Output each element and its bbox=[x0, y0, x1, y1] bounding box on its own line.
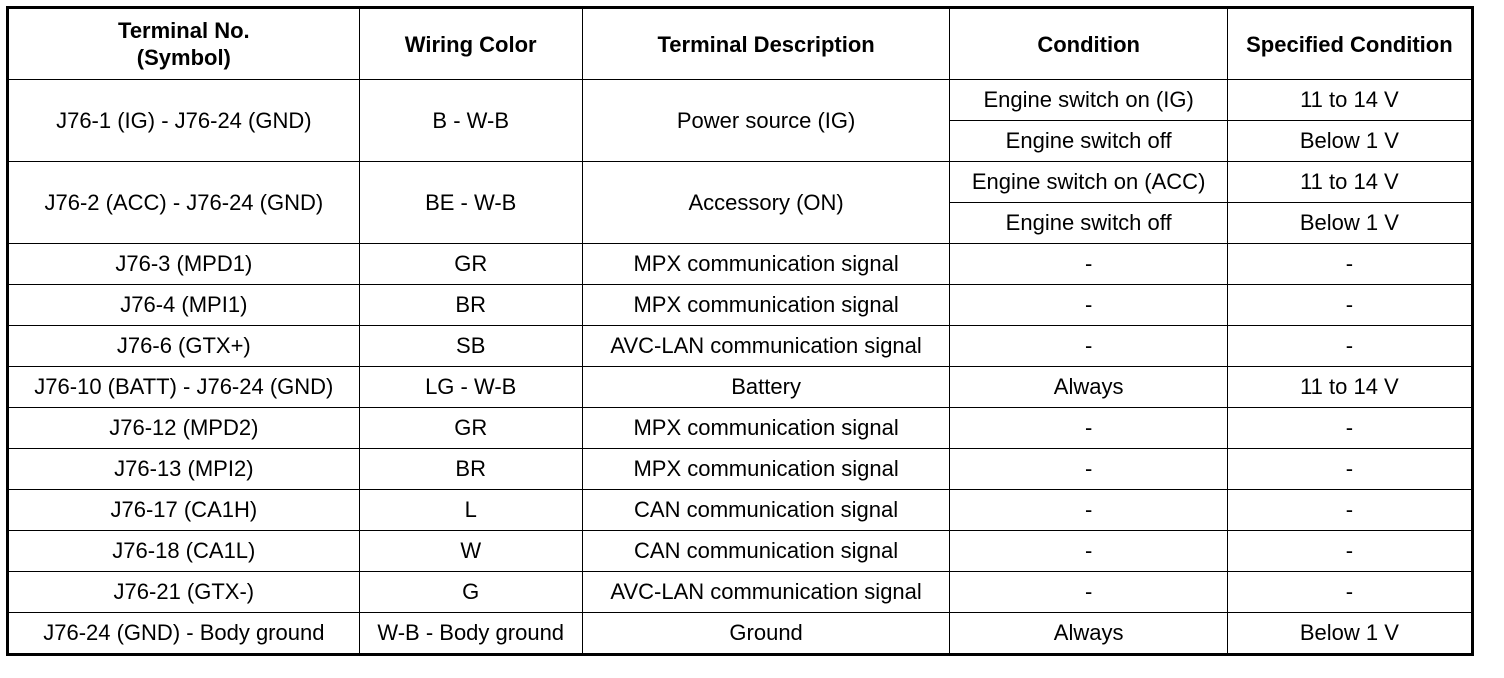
condition-cell: Always bbox=[950, 367, 1227, 408]
table-row bbox=[8, 326, 1473, 367]
wiring-color-cell: GR bbox=[359, 244, 582, 285]
table-row bbox=[8, 162, 1473, 203]
spec-cell: - bbox=[1227, 449, 1472, 490]
spec-cell: - bbox=[1227, 285, 1472, 326]
spec-cell: Below 1 V bbox=[1227, 121, 1472, 162]
table-row bbox=[8, 490, 1473, 531]
terminal-cell: J76-18 (CA1L) bbox=[8, 531, 360, 572]
wiring-color-cell: B - W-B bbox=[359, 80, 582, 162]
terminal-cell: J76-21 (GTX-) bbox=[8, 572, 360, 613]
table-row bbox=[8, 613, 1473, 655]
header-specified-condition: Specified Condition bbox=[1227, 8, 1472, 80]
description-cell: Ground bbox=[582, 613, 950, 655]
table-row bbox=[8, 80, 1473, 121]
spec-cell: 11 to 14 V bbox=[1227, 162, 1472, 203]
header-condition: Condition bbox=[950, 8, 1227, 80]
condition-cell: - bbox=[950, 531, 1227, 572]
spec-cell: 11 to 14 V bbox=[1227, 80, 1472, 121]
wiring-color-cell: BR bbox=[359, 285, 582, 326]
header-terminal-no bbox=[8, 8, 360, 80]
wiring-color-cell: G bbox=[359, 572, 582, 613]
condition-cell: - bbox=[950, 244, 1227, 285]
condition-cell: Engine switch off bbox=[950, 203, 1227, 244]
wiring-color-cell: L bbox=[359, 490, 582, 531]
condition-cell: - bbox=[950, 408, 1227, 449]
spec-cell: 11 to 14 V bbox=[1227, 367, 1472, 408]
condition-cell: - bbox=[950, 572, 1227, 613]
spec-cell: - bbox=[1227, 408, 1472, 449]
terminal-cell: J76-24 (GND) - Body ground bbox=[8, 613, 360, 655]
spec-cell: - bbox=[1227, 490, 1472, 531]
terminal-cell: J76-12 (MPD2) bbox=[8, 408, 360, 449]
description-cell: MPX communication signal bbox=[582, 285, 950, 326]
terminal-cell: J76-1 (IG) - J76-24 (GND) bbox=[8, 80, 360, 162]
spec-cell: Below 1 V bbox=[1227, 203, 1472, 244]
description-cell: AVC-LAN communication signal bbox=[582, 326, 950, 367]
description-cell: MPX communication signal bbox=[582, 244, 950, 285]
header-terminal-line2: (Symbol) bbox=[136, 45, 231, 70]
spec-cell: - bbox=[1227, 572, 1472, 613]
wiring-color-cell: W-B - Body ground bbox=[359, 613, 582, 655]
terminal-cell: J76-4 (MPI1) bbox=[8, 285, 360, 326]
terminal-cell: J76-17 (CA1H) bbox=[8, 490, 360, 531]
header-terminal-line1: Terminal No. bbox=[118, 18, 250, 43]
header-wiring-color: Wiring Color bbox=[359, 8, 582, 80]
condition-cell: Engine switch on (IG) bbox=[950, 80, 1227, 121]
wiring-color-cell: LG - W-B bbox=[359, 367, 582, 408]
description-cell: AVC-LAN communication signal bbox=[582, 572, 950, 613]
wiring-color-cell: GR bbox=[359, 408, 582, 449]
header-terminal-description: Terminal Description bbox=[582, 8, 950, 80]
condition-cell: Always bbox=[950, 613, 1227, 655]
description-cell: MPX communication signal bbox=[582, 408, 950, 449]
terminal-cell: J76-13 (MPI2) bbox=[8, 449, 360, 490]
table-row bbox=[8, 285, 1473, 326]
condition-cell: Engine switch on (ACC) bbox=[950, 162, 1227, 203]
terminal-cell: J76-6 (GTX+) bbox=[8, 326, 360, 367]
spec-cell: - bbox=[1227, 326, 1472, 367]
table-row bbox=[8, 449, 1473, 490]
description-cell: CAN communication signal bbox=[582, 490, 950, 531]
terminal-cell: J76-3 (MPD1) bbox=[8, 244, 360, 285]
spec-cell: Below 1 V bbox=[1227, 613, 1472, 655]
condition-cell: - bbox=[950, 449, 1227, 490]
table-row bbox=[8, 531, 1473, 572]
condition-cell: - bbox=[950, 285, 1227, 326]
spec-cell: - bbox=[1227, 531, 1472, 572]
table-header-row bbox=[8, 8, 1473, 80]
condition-cell: Engine switch off bbox=[950, 121, 1227, 162]
terminal-cell: J76-2 (ACC) - J76-24 (GND) bbox=[8, 162, 360, 244]
description-cell: Battery bbox=[582, 367, 950, 408]
table-row bbox=[8, 572, 1473, 613]
wiring-color-cell: W bbox=[359, 531, 582, 572]
wiring-color-cell: BE - W-B bbox=[359, 162, 582, 244]
description-cell: MPX communication signal bbox=[582, 449, 950, 490]
condition-cell: - bbox=[950, 326, 1227, 367]
wiring-color-cell: BR bbox=[359, 449, 582, 490]
terminal-cell: J76-10 (BATT) - J76-24 (GND) bbox=[8, 367, 360, 408]
description-cell: Accessory (ON) bbox=[582, 162, 950, 244]
condition-cell: - bbox=[950, 490, 1227, 531]
spec-cell: - bbox=[1227, 244, 1472, 285]
wiring-color-cell: SB bbox=[359, 326, 582, 367]
table-row bbox=[8, 408, 1473, 449]
description-cell: CAN communication signal bbox=[582, 531, 950, 572]
terminal-spec-table bbox=[6, 6, 1474, 656]
table-row bbox=[8, 244, 1473, 285]
table-row bbox=[8, 367, 1473, 408]
description-cell: Power source (IG) bbox=[582, 80, 950, 162]
